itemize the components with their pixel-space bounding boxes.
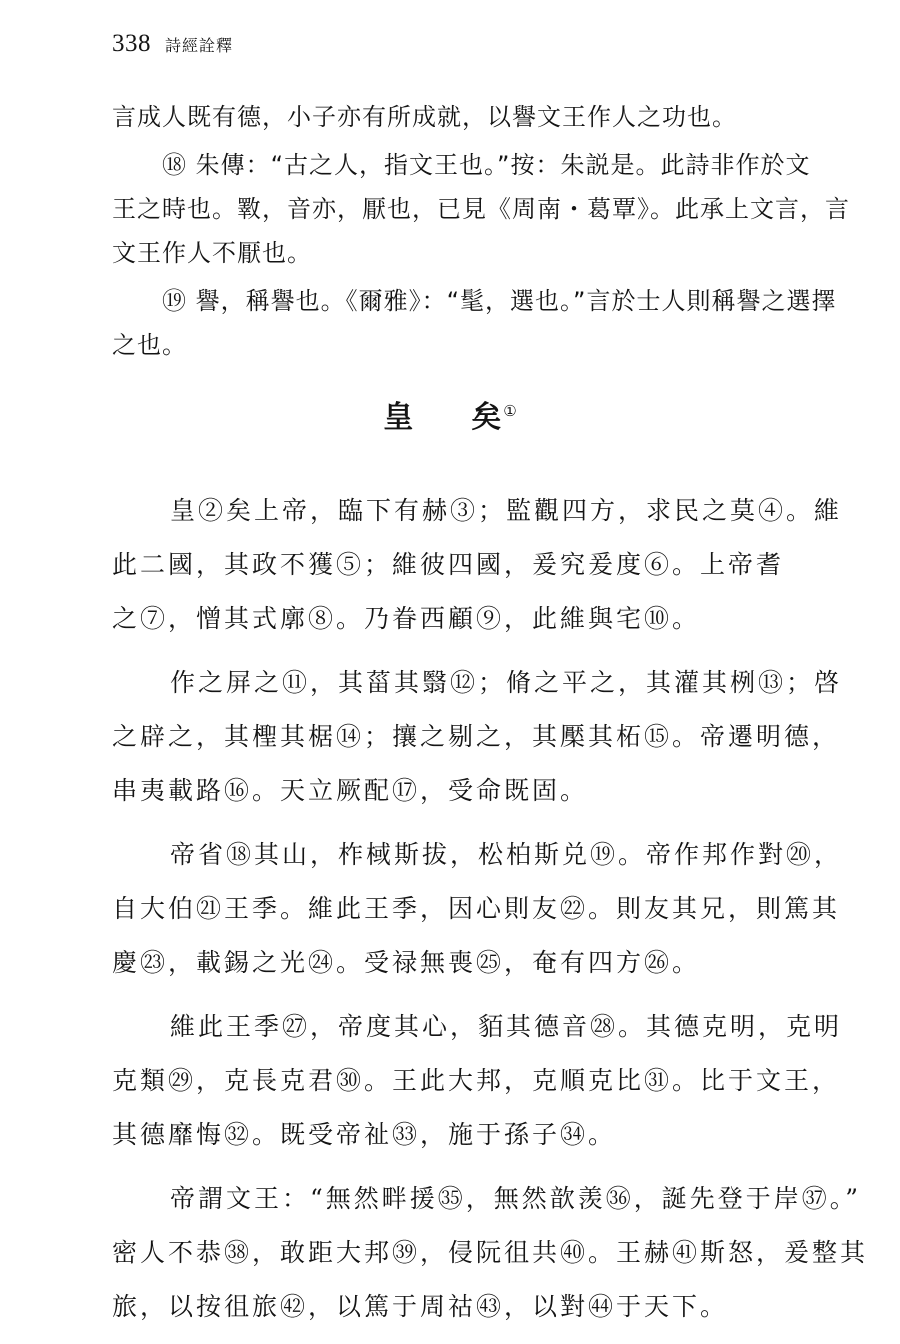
poem-stanza: [112, 828, 843, 990]
poem-body: [112, 484, 869, 1344]
running-title: 詩經詮釋: [165, 36, 234, 55]
poem-line: 慶㉓，載錫之光㉔。受禄無喪㉕，奄有四方㉖。: [112, 948, 701, 977]
poem-title: [0, 392, 900, 436]
poem-line: 帝謂文王：“無然畔援㉟，無然歆羡㊱，誕先登于岸㊲。”: [170, 1184, 862, 1213]
poem-line: 自大伯㉑王季。維此王季，因心則友㉒。則友其兄，則篤其: [112, 894, 841, 923]
page-number: 338: [112, 30, 151, 57]
commentary-note-19-line: ⑲ 譽，稱譽也。《爾雅》：“髦，選也。”言於士人則稱譽之選擇: [162, 287, 837, 315]
poem-stanza: [112, 484, 843, 646]
commentary-note-18-line: 王之時也。斁，音亦，厭也，已見《周南・葛覃》。此承上文言，言: [112, 195, 850, 223]
commentary-note-18-line: 文王作人不厭也。: [112, 239, 312, 267]
poem-line: 此二國，其政不獲⑤；維彼四國，爰究爰度⑥。上帝耆: [112, 550, 785, 579]
poem-line: 旅，以按徂旅㊷，以篤于周祜㊸，以對㊹于天下。: [112, 1292, 729, 1321]
poem-stanza: [112, 1000, 843, 1162]
poem-line: 維此王季㉗，帝度其心，貊其德音㉘。其德克明，克明: [170, 1012, 843, 1041]
poem-title-char: 皇: [383, 400, 414, 435]
poem-stanza: [112, 656, 843, 818]
poem-line: 之⑦，憎其式廓⑧。乃眷西顧⑨，此維與宅⑩。: [112, 604, 701, 633]
poem-line: 密人不恭㊳，敢距大邦㊴，侵阮徂共㊵。王赫㊶斯怒，爰整其: [112, 1238, 869, 1267]
commentary-block: [112, 95, 850, 367]
poem-line: 其德靡悔㉜。既受帝祉㉝，施于孫子㉞。: [112, 1120, 617, 1149]
poem-title-char: 矣: [471, 400, 502, 435]
poem-line: 之辟之，其檉其椐⑭；攘之剔之，其檿其柘⑮。帝遷明德，: [112, 722, 841, 751]
poem-line: 皇②矣上帝，臨下有赫③；監觀四方，求民之莫④。維: [170, 496, 843, 525]
poem-line: 作之屏之⑪，其菑其翳⑫；脩之平之，其灌其栵⑬；啓: [170, 668, 843, 697]
poem-line: 克類㉙，克長克君㉚。王此大邦，克順克比㉛。比于文王，: [112, 1066, 841, 1095]
poem-title-note-marker: ①: [503, 402, 517, 420]
commentary-line: 言成人既有德，小子亦有所成就，以譽文王作人之功也。: [112, 103, 737, 131]
page-header: [112, 30, 233, 64]
commentary-note-18-line: ⑱ 朱傳：“古之人，指文王也。”按：朱説是。此詩非作於文: [162, 151, 811, 179]
poem-line: 帝省⑱其山，柞棫斯拔，松柏斯兑⑲。帝作邦作對⑳，: [170, 840, 843, 869]
poem-stanza: [112, 1172, 869, 1334]
poem-line: 串夷載路⑯。天立厥配⑰，受命既固。: [112, 776, 589, 805]
commentary-note-19-line: 之也。: [112, 331, 187, 359]
